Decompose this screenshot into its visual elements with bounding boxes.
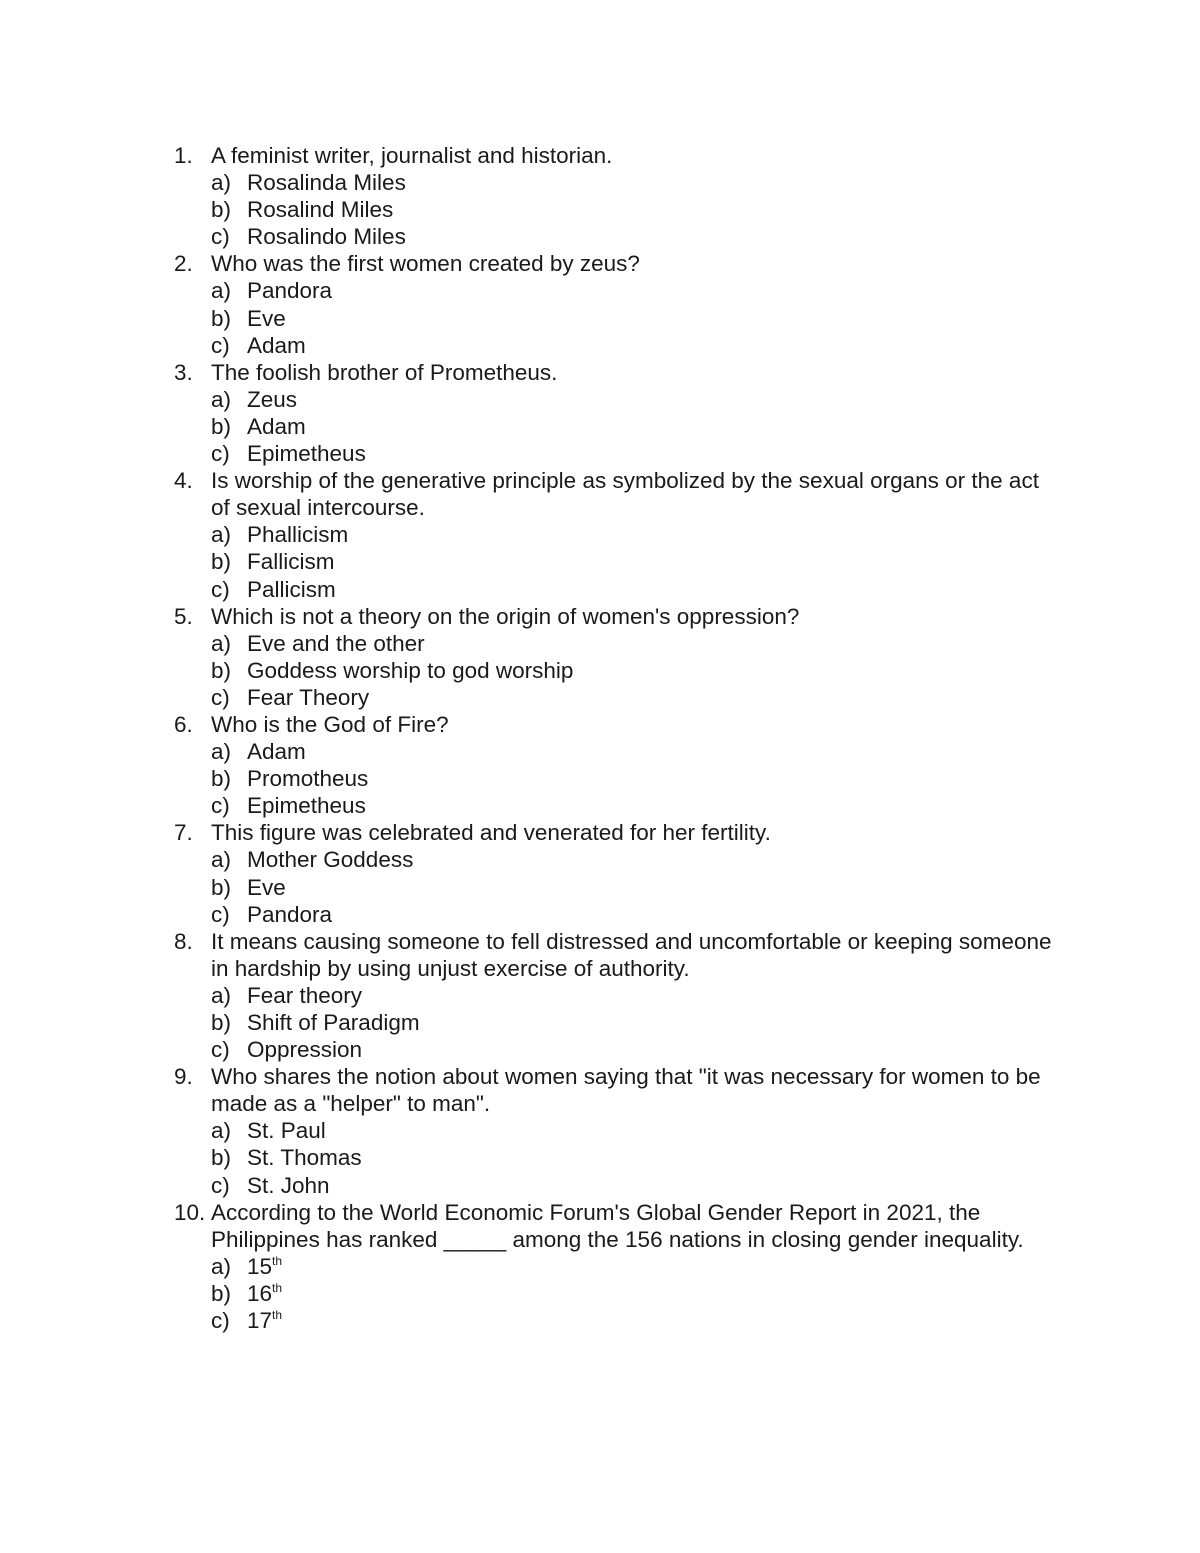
- answer-option: [211, 386, 1054, 413]
- option-text: Zeus: [247, 386, 298, 412]
- option-letter: c): [211, 793, 230, 819]
- option-text-wrap: [247, 1172, 1054, 1199]
- option-letter: a): [211, 982, 232, 1008]
- option-letter: b): [211, 657, 232, 683]
- option-text: Oppression: [247, 1037, 363, 1063]
- question-item: [174, 711, 1054, 819]
- option-text: Fear Theory: [247, 684, 370, 710]
- option-letter: b): [211, 1145, 232, 1171]
- option-text-wrap: [247, 657, 1054, 684]
- option-text-wrap: [247, 332, 1054, 359]
- question-text: Who was the first women created by zeus?: [211, 251, 640, 277]
- option-list: [174, 982, 1054, 1063]
- option-text: Adam: [247, 739, 306, 765]
- answer-option: [211, 874, 1054, 901]
- answer-option: [211, 1307, 1054, 1334]
- option-letter: c): [211, 441, 230, 467]
- option-text-wrap: [247, 630, 1054, 657]
- option-letter: b): [211, 1010, 232, 1035]
- option-list: [174, 277, 1054, 358]
- option-text-wrap: [247, 305, 1054, 332]
- option-text-wrap: [247, 169, 1054, 196]
- question-text: Is worship of the generative principle as symbolized by the sexual organs or the act of sexual intercourse.: [211, 468, 1039, 521]
- question-text: Who shares the notion about women saying that "it was necessary for women to be made as a "helper" to man".: [211, 1064, 1041, 1117]
- option-text-wrap: [247, 196, 1054, 223]
- question-number: 2.: [174, 251, 193, 277]
- answer-option: [211, 982, 1054, 1009]
- option-text: St. Paul: [247, 1118, 326, 1144]
- option-letter: b): [211, 1280, 232, 1306]
- option-letter: b): [211, 197, 232, 223]
- option-text-wrap: [247, 1009, 1054, 1036]
- question-number: 3.: [174, 359, 193, 385]
- question-item: [174, 359, 1054, 467]
- option-letter: c): [211, 1037, 230, 1063]
- option-letter: a): [211, 522, 232, 548]
- option-text-wrap: [247, 846, 1054, 873]
- option-text: Promotheus: [247, 766, 369, 792]
- answer-option: [211, 657, 1054, 684]
- option-text-wrap: [247, 901, 1054, 928]
- question-number: 10.: [174, 1199, 206, 1225]
- option-text: St. Thomas: [247, 1145, 362, 1171]
- answer-option: [211, 1172, 1054, 1199]
- option-letter: b): [211, 766, 232, 792]
- option-list: [174, 738, 1054, 819]
- option-list: [174, 630, 1054, 711]
- answer-option: [211, 1009, 1054, 1036]
- answer-option: [211, 1117, 1054, 1144]
- question-item: [174, 819, 1054, 927]
- answer-option: [211, 277, 1054, 304]
- option-list: [174, 846, 1054, 927]
- option-text: Fear theory: [247, 982, 363, 1008]
- option-text: Eve and the other: [247, 630, 425, 656]
- ordinal-suffix: th: [272, 1280, 283, 1295]
- answer-option: [211, 548, 1054, 575]
- answer-option: [211, 576, 1054, 603]
- answer-option: [211, 332, 1054, 359]
- answer-option: [211, 738, 1054, 765]
- option-text-wrap: [247, 874, 1054, 901]
- question-text: It means causing someone to fell distressed and uncomfortable or keeping someone in hardship by using unjust exercise of authority.: [211, 928, 1052, 981]
- answer-option: [211, 169, 1054, 196]
- option-text: Adam: [247, 332, 306, 358]
- option-text-wrap: [247, 386, 1054, 413]
- option-list: [174, 521, 1054, 602]
- option-text: Epimetheus: [247, 441, 366, 467]
- question-number: 9.: [174, 1064, 193, 1090]
- option-text-wrap: [247, 1253, 1054, 1280]
- answer-option: [211, 901, 1054, 928]
- option-text-wrap: [247, 1144, 1054, 1171]
- option-letter: a): [211, 630, 232, 656]
- option-text-wrap: [247, 982, 1054, 1009]
- option-text: Rosalindo Miles: [247, 224, 406, 250]
- answer-option: [211, 196, 1054, 223]
- answer-option: [211, 305, 1054, 332]
- option-list: [174, 169, 1054, 250]
- answer-option: [211, 1253, 1054, 1280]
- option-text-wrap: [247, 792, 1054, 819]
- question-number: 4.: [174, 468, 193, 494]
- option-letter: b): [211, 549, 232, 575]
- answer-option: [211, 440, 1054, 467]
- option-text: 16: [247, 1280, 273, 1306]
- option-text-wrap: [247, 738, 1054, 765]
- option-letter: c): [211, 901, 230, 927]
- question-item: [174, 467, 1054, 602]
- question-text: A feminist writer, journalist and historian.: [211, 143, 613, 168]
- option-text-wrap: [247, 1307, 1054, 1334]
- question-number: 7.: [174, 820, 193, 846]
- option-text-wrap: [247, 1117, 1054, 1144]
- option-letter: c): [211, 224, 230, 250]
- option-text: Pallicism: [247, 576, 336, 602]
- option-list: [174, 1253, 1054, 1334]
- option-list: [174, 1117, 1054, 1198]
- option-text-wrap: [247, 765, 1054, 792]
- question-text: Who is the God of Fire?: [211, 711, 449, 737]
- answer-option: [211, 1144, 1054, 1171]
- option-text: Phallicism: [247, 522, 349, 548]
- option-text: Goddess worship to god worship: [247, 657, 574, 683]
- question-number: 6.: [174, 711, 193, 737]
- option-letter: a): [211, 1118, 232, 1144]
- question-text: According to the World Economic Forum's Global Gender Report in 2021, the Philippines has ranked _____ among the 156 nations in closing gender inequality.: [211, 1199, 1024, 1252]
- option-text: Pandora: [247, 278, 333, 304]
- option-text: Shift of Paradigm: [247, 1010, 420, 1035]
- quiz-list: [174, 142, 1054, 1334]
- question-text: This figure was celebrated and venerated for her fertility.: [211, 820, 771, 846]
- option-text-wrap: [247, 1280, 1054, 1307]
- option-text-wrap: [247, 548, 1054, 575]
- option-letter: c): [211, 684, 230, 710]
- option-text: Eve: [247, 874, 286, 900]
- option-text: Epimetheus: [247, 793, 366, 819]
- answer-option: [211, 846, 1054, 873]
- answer-option: [211, 765, 1054, 792]
- option-text-wrap: [247, 223, 1054, 250]
- question-text: The foolish brother of Prometheus.: [211, 359, 558, 385]
- answer-option: [211, 521, 1054, 548]
- option-text: Adam: [247, 413, 306, 439]
- answer-option: [211, 684, 1054, 711]
- question-item: [174, 250, 1054, 358]
- option-letter: c): [211, 576, 230, 602]
- question-number: 1.: [174, 143, 193, 168]
- question-item: [174, 928, 1054, 1063]
- option-text-wrap: [247, 576, 1054, 603]
- answer-option: [211, 1280, 1054, 1307]
- option-text-wrap: [247, 277, 1054, 304]
- answer-option: [211, 792, 1054, 819]
- option-text-wrap: [247, 413, 1054, 440]
- option-text: 17: [247, 1308, 273, 1334]
- option-text: Fallicism: [247, 549, 335, 575]
- option-text: 15: [247, 1253, 273, 1279]
- option-text-wrap: [247, 521, 1054, 548]
- ordinal-suffix: th: [272, 1308, 283, 1323]
- option-letter: c): [211, 332, 230, 358]
- option-letter: a): [211, 847, 232, 873]
- question-text: Which is not a theory on the origin of women's oppression?: [211, 603, 800, 629]
- question-item: [174, 142, 1054, 250]
- answer-option: [211, 413, 1054, 440]
- option-text: Pandora: [247, 901, 333, 927]
- option-text: Mother Goddess: [247, 847, 414, 873]
- question-item: [174, 1199, 1054, 1334]
- answer-option: [211, 223, 1054, 250]
- option-letter: a): [211, 278, 232, 304]
- answer-option: [211, 1036, 1054, 1063]
- answer-option: [211, 630, 1054, 657]
- option-letter: b): [211, 413, 232, 439]
- option-text-wrap: [247, 684, 1054, 711]
- option-list: [174, 386, 1054, 467]
- question-number: 8.: [174, 928, 193, 954]
- option-letter: b): [211, 874, 232, 900]
- question-item: [174, 603, 1054, 711]
- question-item: [174, 1063, 1054, 1198]
- option-letter: b): [211, 305, 232, 331]
- option-letter: c): [211, 1308, 230, 1334]
- option-text-wrap: [247, 1036, 1054, 1063]
- option-letter: a): [211, 1253, 232, 1279]
- option-letter: c): [211, 1172, 230, 1198]
- option-text: St. John: [247, 1172, 330, 1198]
- option-text: Rosalinda Miles: [247, 170, 406, 196]
- option-letter: a): [211, 739, 232, 765]
- option-letter: a): [211, 386, 232, 412]
- ordinal-suffix: th: [272, 1253, 283, 1268]
- option-text-wrap: [247, 440, 1054, 467]
- option-letter: a): [211, 170, 232, 196]
- question-number: 5.: [174, 603, 193, 629]
- option-text: Eve: [247, 305, 286, 331]
- option-text: Rosalind Miles: [247, 197, 394, 223]
